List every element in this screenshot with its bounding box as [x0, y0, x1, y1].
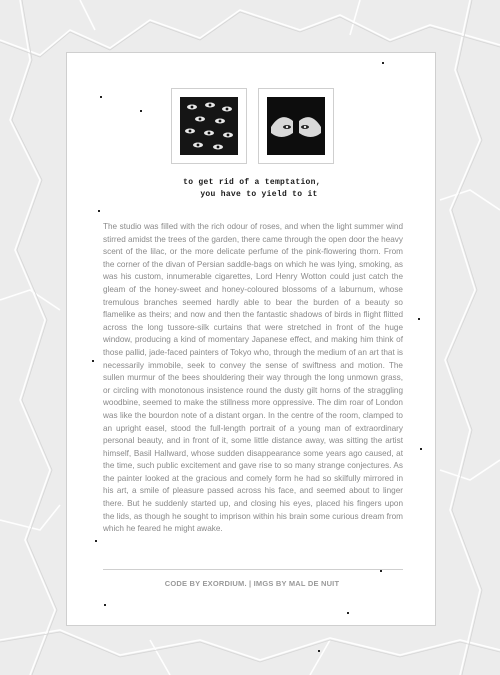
speck [418, 318, 420, 320]
left-image-frame [171, 88, 247, 164]
speck [382, 62, 384, 64]
speck [318, 650, 320, 652]
quote-line-1: to get rid of a temptation, [183, 178, 321, 187]
eyes-collage-image [180, 97, 238, 155]
divider [103, 569, 403, 570]
speck [380, 570, 382, 572]
credits: CODE BY EXORDIUM. | IMGS BY MAL DE NUIT [164, 579, 340, 588]
hands-eyes-icon [267, 97, 325, 155]
speck [420, 448, 422, 450]
speck [347, 612, 349, 614]
speck [100, 96, 102, 98]
speck [95, 540, 97, 542]
body-paragraph: The studio was filled with the rich odour of roses, and when the light summer wind stirred amidst the trees of the garden, there came through the open door the heavy scent of the lilac, or the more delicate perfume of the pink-flowering thorn. From the corner of the divan of Persian saddle-bags on which he was lying, smoking, as was his custom, innumerable cigarettes, Lord Henry Wotton could just catch the gleam of the honey-sweet and honey-coloured blossoms of a laburnum, whose tremulous branches seemed hardly able to bear the burden of a beauty so flamelike as theirs; and now and then the fantastic shadows of birds in flight flitted across the long tussore-silk curtains that were stretched in front of the huge window, producing a kind of momentary Japanese effect, and making him think of those pallid, jade-faced painters of Tokyo who, through the medium of an art that is necessarily immobile, seek to convey the sense of swiftness and motion. The sullen murmur of the bees shouldering their way through the long unmown grass, or circling with monotonous insistence round the dusty gilt horns of the straggling woodbine, seemed to make the stillness more oppressive. The dim roar of London was like the bourdon note of a distant organ. In the centre of the room, clamped to an upright easel, stood the full-length portrait of a young man of extraordinary personal beauty, and in front of it, some little distance away, was sitting the artist himself, Basil Hallward, whose sudden disappearance some years ago caused, at the time, such public excitement and gave rise to so many strange conjectures. As the painter looked at the gracious and comely form he had so skilfully mirrored in his art, a smile of pleasure passed across his face, and seemed about to linger there. But he suddenly started up, and closing his eyes, placed his fingers upon the lids, as though he sought to imprison within his brain some curious dream from which he feared he might awake. [103, 222, 403, 534]
speck [98, 210, 100, 212]
speck [92, 360, 94, 362]
quote [67, 177, 437, 201]
speck [104, 604, 106, 606]
quote-line-2: you have to yield to it [200, 190, 318, 199]
content-card [66, 52, 436, 626]
hands-over-eyes-image [267, 97, 325, 155]
speck [140, 110, 142, 112]
right-image-frame [258, 88, 334, 164]
eyes-icon [180, 97, 238, 155]
